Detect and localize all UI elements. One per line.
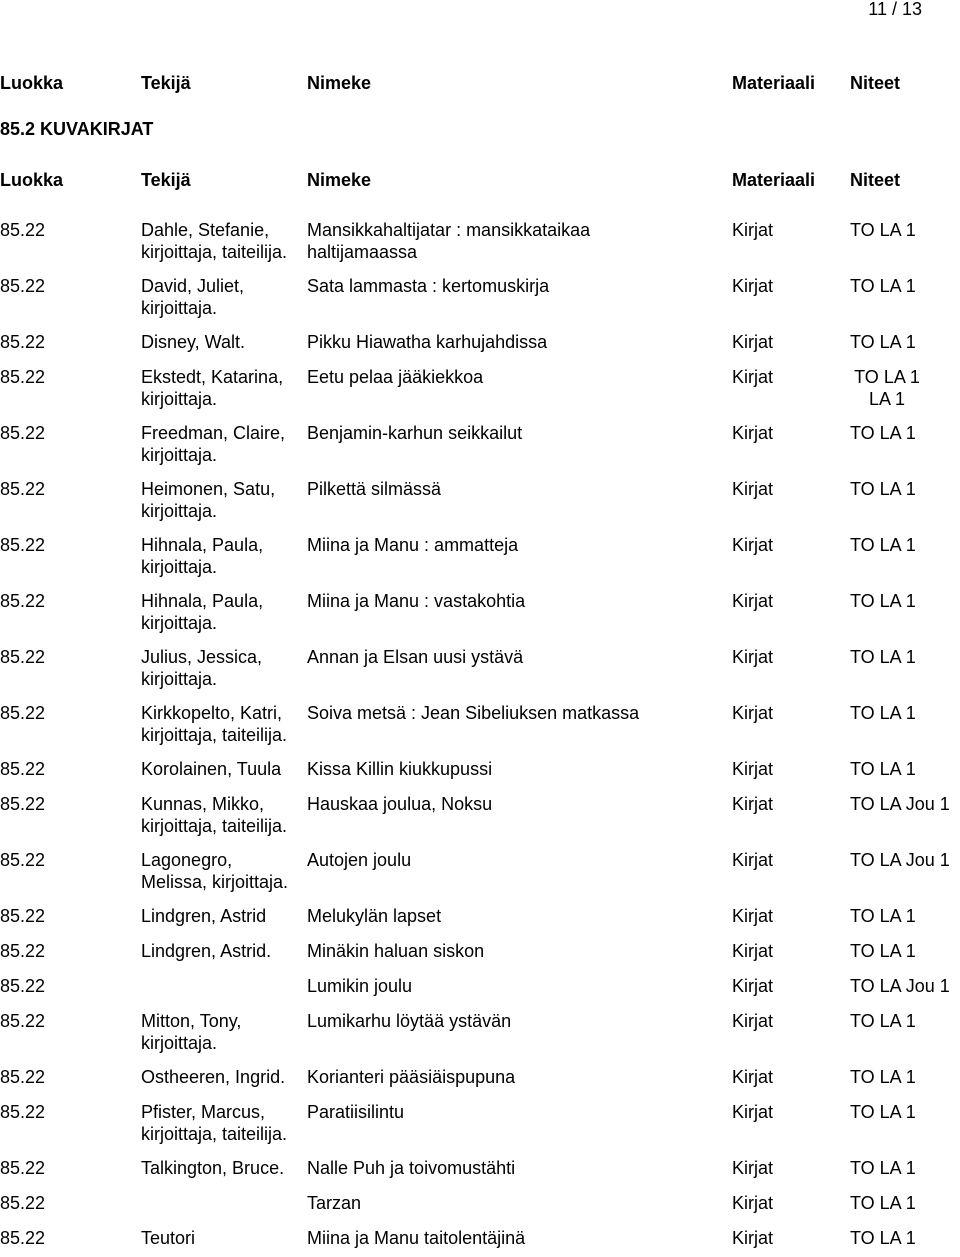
column-header-top xyxy=(0,72,960,94)
copies-cell: TO LA 1 xyxy=(850,941,916,961)
column-header-material: Materiaali xyxy=(732,170,816,190)
copies-cell: TO LA 1 LA 1 xyxy=(854,367,920,409)
author-cell: Freedman, Claire, kirjoittaja. xyxy=(141,423,286,465)
material-cell: Kirjat xyxy=(732,1228,774,1248)
column-header-section xyxy=(0,169,960,191)
copies-cell: TO LA Jou 1 xyxy=(850,850,950,870)
material-cell: Kirjat xyxy=(732,367,774,387)
table-row xyxy=(0,1192,960,1227)
title-cell: Hauskaa joulua, Noksu xyxy=(307,794,493,814)
class-cell: 85.22 xyxy=(0,703,46,723)
copies-cell: TO LA 1 xyxy=(850,906,916,926)
table-row xyxy=(0,1101,960,1157)
class-cell: 85.22 xyxy=(0,941,46,961)
class-cell: 85.22 xyxy=(0,1011,46,1031)
class-cell: 85.22 xyxy=(0,647,46,667)
author-cell: Hihnala, Paula, kirjoittaja. xyxy=(141,591,264,633)
class-cell: 85.22 xyxy=(0,759,46,779)
material-cell: Kirjat xyxy=(732,1193,774,1213)
author-cell: Julius, Jessica, kirjoittaja. xyxy=(141,647,263,689)
copies-cell: TO LA 1 xyxy=(850,1102,916,1122)
copies-cell: TO LA 1 xyxy=(850,220,916,240)
class-cell: 85.22 xyxy=(0,1067,46,1087)
title-cell: Miina ja Manu : ammatteja xyxy=(307,535,519,555)
author-cell: Lagonegro, Melissa, kirjoittaja. xyxy=(141,850,289,892)
title-cell: Paratiisilintu xyxy=(307,1102,405,1122)
copies-cell: TO LA 1 xyxy=(850,423,916,443)
author-cell: Teutori xyxy=(141,1228,196,1248)
material-cell: Kirjat xyxy=(732,906,774,926)
material-cell: Kirjat xyxy=(732,941,774,961)
material-cell: Kirjat xyxy=(732,759,774,779)
title-cell: Korianteri pääsiäispupuna xyxy=(307,1067,516,1087)
copies-cell: TO LA 1 xyxy=(850,1158,916,1178)
class-cell: 85.22 xyxy=(0,794,46,814)
material-cell: Kirjat xyxy=(732,591,774,611)
table-row xyxy=(0,702,960,758)
copies-cell: TO LA 1 xyxy=(850,332,916,352)
table-row xyxy=(0,366,960,422)
copies-cell: TO LA 1 xyxy=(850,1193,916,1213)
class-cell: 85.22 xyxy=(0,591,46,611)
material-cell: Kirjat xyxy=(732,647,774,667)
author-cell: Talkington, Bruce. xyxy=(141,1158,285,1178)
copies-cell: TO LA 1 xyxy=(850,1228,916,1248)
title-cell: Tarzan xyxy=(307,1193,362,1213)
material-cell: Kirjat xyxy=(732,976,774,996)
title-cell: Pilkettä silmässä xyxy=(307,479,442,499)
material-cell: Kirjat xyxy=(732,703,774,723)
material-cell: Kirjat xyxy=(732,423,774,443)
table-row xyxy=(0,905,960,940)
title-cell: Autojen joulu xyxy=(307,850,412,870)
title-cell: Sata lammasta : kertomuskirja xyxy=(307,276,550,296)
title-cell: Soiva metsä : Jean Sibeliuksen matkassa xyxy=(307,703,640,723)
column-header-class: Luokka xyxy=(0,170,64,190)
column-header-copies: Niteet xyxy=(850,73,901,93)
table-row xyxy=(0,534,960,590)
title-cell: Annan ja Elsan uusi ystävä xyxy=(307,647,524,667)
table-row xyxy=(0,219,960,275)
table-row xyxy=(0,1066,960,1101)
table-row xyxy=(0,1157,960,1192)
table-row xyxy=(0,646,960,702)
author-cell: Lindgren, Astrid xyxy=(141,906,267,926)
class-cell: 85.22 xyxy=(0,220,46,240)
author-cell: Dahle, Stefanie, kirjoittaja, taiteilija. xyxy=(141,220,288,262)
author-cell: Pfister, Marcus, kirjoittaja, taiteilija. xyxy=(141,1102,288,1144)
table-row xyxy=(0,275,960,331)
table-row xyxy=(0,478,960,534)
copies-cell: TO LA 1 xyxy=(850,1067,916,1087)
class-cell: 85.22 xyxy=(0,1193,46,1213)
author-cell: Korolainen, Tuula xyxy=(141,759,282,779)
column-header-copies: Niteet xyxy=(850,170,901,190)
copies-cell: TO LA 1 xyxy=(850,703,916,723)
title-cell: Miina ja Manu : vastakohtia xyxy=(307,591,526,611)
column-header-title: Nimeke xyxy=(307,170,372,190)
author-cell: David, Juliet, kirjoittaja. xyxy=(141,276,245,318)
title-cell: Kissa Killin kiukkupussi xyxy=(307,759,493,779)
class-cell: 85.22 xyxy=(0,479,46,499)
column-header-material: Materiaali xyxy=(732,73,816,93)
table-row xyxy=(0,1227,960,1257)
author-cell: Heimonen, Satu, kirjoittaja. xyxy=(141,479,276,521)
class-cell: 85.22 xyxy=(0,276,46,296)
title-cell: Minäkin haluan siskon xyxy=(307,941,485,961)
author-cell: Kirkkopelto, Katri, kirjoittaja, taiteilija. xyxy=(141,703,288,745)
table-row xyxy=(0,422,960,478)
author-cell: Mitton, Tony, kirjoittaja. xyxy=(141,1011,242,1053)
class-cell: 85.22 xyxy=(0,367,46,387)
material-cell: Kirjat xyxy=(732,276,774,296)
author-cell: Kunnas, Mikko, kirjoittaja, taiteilija. xyxy=(141,794,288,836)
table-row xyxy=(0,975,960,1010)
copies-cell: TO LA Jou 1 xyxy=(850,794,950,814)
class-cell: 85.22 xyxy=(0,1158,46,1178)
book-list xyxy=(0,219,960,1257)
material-cell: Kirjat xyxy=(732,1158,774,1178)
copies-cell: TO LA 1 xyxy=(850,1011,916,1031)
copies-cell: TO LA 1 xyxy=(850,535,916,555)
column-header-author: Tekijä xyxy=(141,170,191,190)
table-row xyxy=(0,331,960,366)
material-cell: Kirjat xyxy=(732,220,774,240)
class-cell: 85.22 xyxy=(0,535,46,555)
class-cell: 85.22 xyxy=(0,1102,46,1122)
class-cell: 85.22 xyxy=(0,976,46,996)
class-cell: 85.22 xyxy=(0,850,46,870)
author-cell: Hihnala, Paula, kirjoittaja. xyxy=(141,535,264,577)
material-cell: Kirjat xyxy=(732,535,774,555)
copies-cell: TO LA 1 xyxy=(850,647,916,667)
class-cell: 85.22 xyxy=(0,423,46,443)
table-row xyxy=(0,1010,960,1066)
section-title: 85.2 KUVAKIRJAT xyxy=(0,119,154,139)
author-cell: Disney, Walt. xyxy=(141,332,246,352)
material-cell: Kirjat xyxy=(732,794,774,814)
class-cell: 85.22 xyxy=(0,906,46,926)
material-cell: Kirjat xyxy=(732,332,774,352)
column-header-class: Luokka xyxy=(0,73,64,93)
table-row xyxy=(0,940,960,975)
material-cell: Kirjat xyxy=(732,1067,774,1087)
table-row xyxy=(0,758,960,793)
title-cell: Miina ja Manu taitolentäjinä xyxy=(307,1228,526,1248)
copies-cell: TO LA 1 xyxy=(850,591,916,611)
copies-cell: TO LA 1 xyxy=(850,479,916,499)
title-cell: Mansikkahaltijatar : mansikkataikaa haltijamaassa xyxy=(307,220,591,262)
material-cell: Kirjat xyxy=(732,850,774,870)
copies-cell: TO LA 1 xyxy=(850,759,916,779)
title-cell: Pikku Hiawatha karhujahdissa xyxy=(307,332,548,352)
class-cell: 85.22 xyxy=(0,332,46,352)
material-cell: Kirjat xyxy=(732,479,774,499)
page-number: 11 / 13 xyxy=(868,0,922,19)
title-cell: Nalle Puh ja toivomustähti xyxy=(307,1158,516,1178)
title-cell: Lumikin joulu xyxy=(307,976,413,996)
author-cell: Ostheeren, Ingrid. xyxy=(141,1067,286,1087)
column-header-author: Tekijä xyxy=(141,73,191,93)
copies-cell: TO LA Jou 1 xyxy=(850,976,950,996)
material-cell: Kirjat xyxy=(732,1102,774,1122)
table-row xyxy=(0,590,960,646)
copies-cell: TO LA 1 xyxy=(850,276,916,296)
table-row xyxy=(0,793,960,849)
author-cell: Lindgren, Astrid. xyxy=(141,941,272,961)
author-cell: Ekstedt, Katarina, kirjoittaja. xyxy=(141,367,284,409)
title-cell: Lumikarhu löytää ystävän xyxy=(307,1011,512,1031)
table-row xyxy=(0,849,960,905)
material-cell: Kirjat xyxy=(732,1011,774,1031)
class-cell: 85.22 xyxy=(0,1228,46,1248)
title-cell: Benjamin-karhun seikkailut xyxy=(307,423,523,443)
title-cell: Eetu pelaa jääkiekkoa xyxy=(307,367,484,387)
column-header-title: Nimeke xyxy=(307,73,372,93)
title-cell: Melukylän lapset xyxy=(307,906,442,926)
